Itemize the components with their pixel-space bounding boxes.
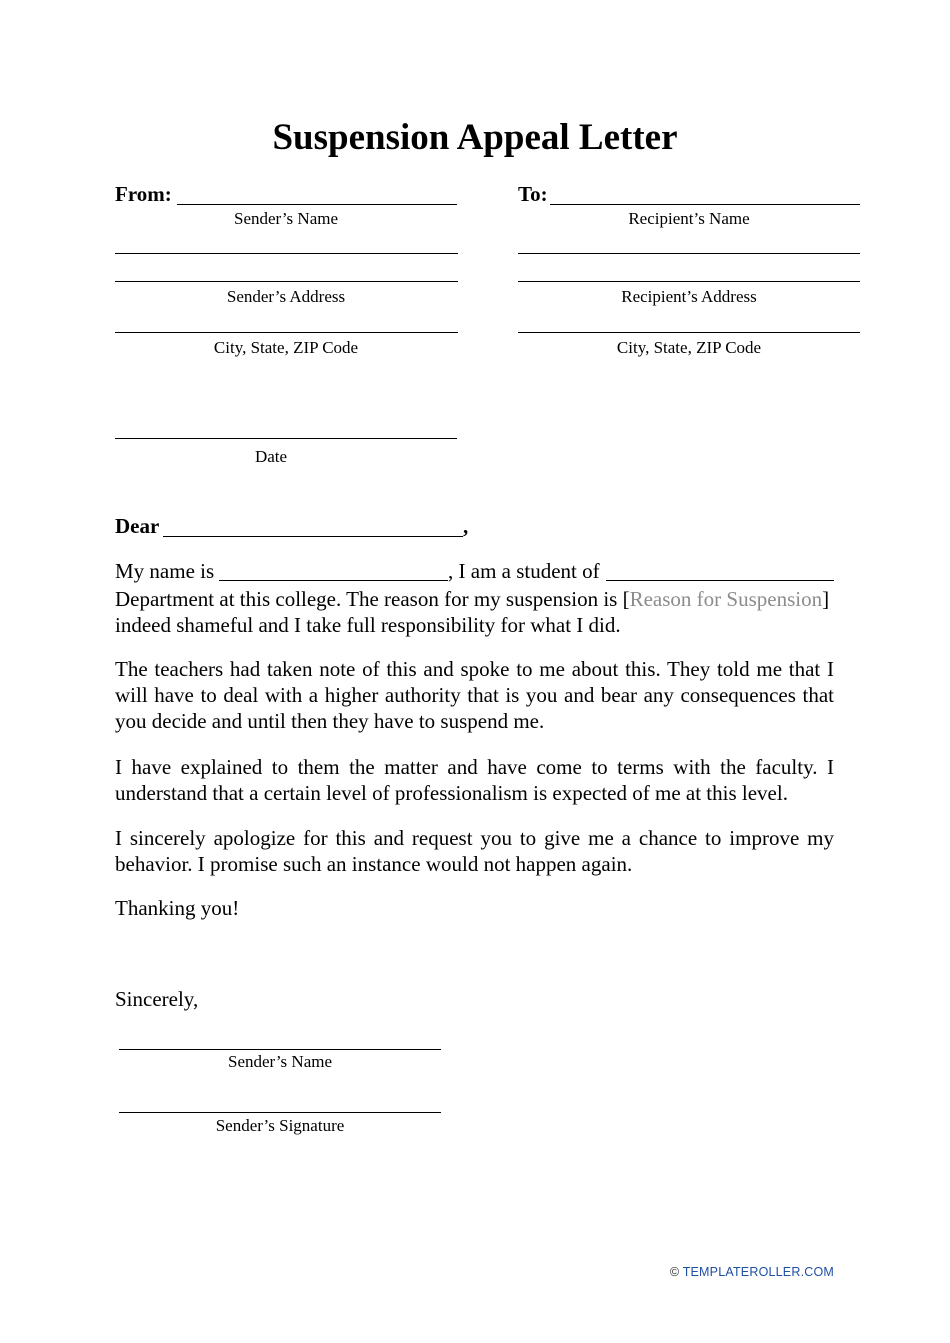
recipient-address-caption: Recipient’s Address <box>621 287 757 306</box>
p1-prefix: My name is <box>115 559 215 583</box>
closing-name-line[interactable] <box>119 1049 441 1050</box>
paragraph-5: Thanking you! <box>115 896 240 920</box>
sender-city-caption: City, State, ZIP Code <box>213 338 359 357</box>
recipient-city-caption: City, State, ZIP Code <box>616 338 762 357</box>
reason-placeholder[interactable]: Reason for Suspension <box>629 587 823 611</box>
sender-city-line[interactable] <box>115 332 458 333</box>
document-title: Suspension Appeal Letter <box>272 117 678 158</box>
sender-address-line-2[interactable] <box>115 281 458 282</box>
to-label: To: <box>518 182 548 206</box>
p1-line3: indeed shameful and I take full responsibility for what I did. <box>115 613 621 637</box>
p1-line2 <box>115 586 834 612</box>
recipient-address-line-2[interactable] <box>518 281 860 282</box>
recipient-address-line-1[interactable] <box>518 253 860 254</box>
salutation-word: Dear <box>115 514 160 538</box>
sender-address-caption: Sender’s Address <box>226 287 346 306</box>
from-label: From: <box>115 182 172 206</box>
paragraph-3: I have explained to them the matter and have come to terms with the faculty. I understand that a certain level of professionalism is expected of me at this level. <box>115 755 834 805</box>
recipient-name-caption: Recipient’s Name <box>628 209 750 228</box>
recipient-city-line[interactable] <box>518 332 860 333</box>
closing-name-caption: Sender’s Name <box>227 1052 333 1071</box>
closing-word: Sincerely, <box>115 987 199 1011</box>
paragraph-2: The teachers had taken note of this and spoke to me about this. They told me that I will have to deal with a higher authority that is you and bear any consequences that you decide and until then they have to suspend me. <box>115 657 834 733</box>
p1-line2-text: Department at this college. The reason for my suspension is <box>115 587 618 611</box>
date-line[interactable] <box>115 438 457 439</box>
signature-caption: Sender’s Signature <box>215 1116 345 1135</box>
recipient-name-line[interactable] <box>550 204 860 205</box>
salutation-name-line[interactable] <box>163 536 463 537</box>
footer <box>670 1265 834 1279</box>
sender-address-line-1[interactable] <box>115 253 458 254</box>
p1-bracket-open: [ <box>622 587 630 611</box>
copyright-symbol: © <box>669 1265 680 1279</box>
signature-line[interactable] <box>119 1112 441 1113</box>
department-line[interactable] <box>606 580 834 581</box>
p1-bracket-close: ] <box>822 587 830 611</box>
date-caption: Date <box>254 447 288 466</box>
salutation-comma: , <box>463 514 469 538</box>
paragraph-4: I sincerely apologize for this and request you to give me a chance to improve my behavior. I promise such an instance would not happen again. <box>115 826 834 876</box>
sender-name-line[interactable] <box>177 204 457 205</box>
p1-mid: , I am a student of <box>448 559 600 583</box>
sender-name-caption: Sender’s Name <box>233 209 339 228</box>
student-name-line[interactable] <box>219 580 448 581</box>
footer-site-link[interactable]: TEMPLATEROLLER.COM <box>682 1265 834 1279</box>
